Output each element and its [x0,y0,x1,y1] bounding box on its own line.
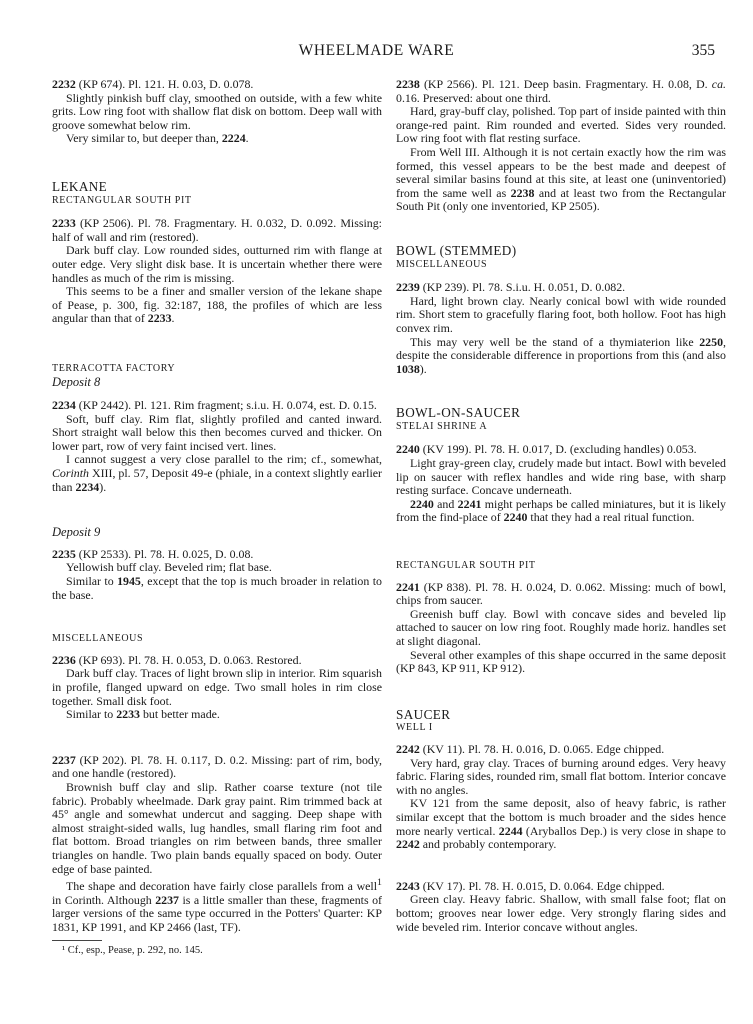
right-column [396,78,726,934]
entry-comment: Several other examples of this shape occurred in the same deposit (KP 843, KP 911, KP 912). [396,647,726,676]
section-title-saucer: SAUCER [396,706,451,722]
catalog-number: 2233 [52,216,76,231]
entry-description: Very hard, gray clay. Traces of burning around edges. Very heavy fabric. Flaring sides, rounded rim, small flat bottom. Interior concave with no angles. [396,755,726,797]
entry-description: Dark buff clay. Low rounded sides, outturned rim with flange at outer edge. Very slight disk base. It is uncertain whether there were handles as much of the rim is missing. [52,243,382,285]
catalog-entry-2236 [52,654,382,722]
entry-header: (KP 2442). Pl. 121. Rim fragment; s.i.u. H. 0.074, est. D. 0.15. [75,398,377,413]
cross-reference: 2234 [75,479,100,494]
entry-description: Yellowish buff clay. Beveled rim; flat base. [66,560,272,575]
entry-header: (KP 202). Pl. 78. H. 0.117, D. 0.2. Missing: part of rim, body, and one handle (restored). [52,752,382,781]
entry-description: Green clay. Heavy fabric. Shallow, with small false foot; flat on bottom; grooves near lower edge. Very strongly flaring sides and wide beveled rim. Interior concave without angles. [396,892,726,934]
entry-comment: KV 121 from the same deposit, also of heavy fabric, is rather similar except that the bottom is much broader and the sides hence more nearly vertical. 2244 (Aryballos Dep.) is very close in shape to 2242 and probably contemporary. [396,796,726,852]
entry-comment: Similar to 1945, except that the top is much broader in relation to the base. [52,574,382,602]
cross-reference: 2240 [503,510,528,525]
catalog-number: 2235 [52,546,76,561]
catalog-entry-2243 [396,880,726,934]
section-subtitle-rectangular-south-pit: RECTANGULAR SOUTH PIT [396,560,536,572]
entry-comment: Similar to 2233 but better made. [66,707,220,722]
catalog-entry-2235 [52,548,382,602]
entry-description: Dark buff clay. Traces of light brown slip in interior. Rim squarish in profile, flanged upward on edge. Two small holes in rim close together. Small disk foot. [52,666,382,708]
cross-reference: 2240 [410,496,434,511]
section-subtitle-terracotta-factory: TERRACOTTA FACTORY [52,362,176,374]
catalog-number: 2241 [396,579,420,594]
section-title-bowl-stemmed: BOWL (STEMMED) [396,242,517,258]
entry-comment: This seems to be a finer and smaller version of the lekane shape of Pease, p. 300, fig. 32:187, 188, the profiles of which are less angular than that of 2233. [52,284,382,326]
cross-reference: 2241 [457,496,482,511]
footnote-rule [52,940,102,941]
catalog-number: 2238 [396,77,420,91]
catalog-entry-2234 [52,399,382,494]
page-number: 355 [691,42,715,59]
entry-description: Soft, buff clay. Rim flat, slightly profiled and canted inward. Short straight wall below this then becomes curved and thicker. On lower part, row of very faint incised vert. lines. [52,411,382,453]
entry-header: (KP 674). Pl. 121. H. 0.03, D. 0.078. [75,77,254,91]
catalog-number: 2234 [52,398,76,413]
catalog-entry-2238: 2238 (KP 2566). Pl. 121. Deep basin. Fragmentary. H. 0.08, D. ca. 0.16. Preserved: about one third. Hard, gray-buff clay, polished. Top part of inside painted with thin orange-red paint. Rim rounded and everted. Sides very rounded. Low ring foot with flat resting surface. From Well III. Although it is not certain exactly how the rim was formed, this vessel appears to be the best made and deepest of several similar basins found at this site, at least one (uninventoried) from the same well as 2238 and at least two from the Rectangular South Pit (only one inventoried, KP 2505). [396,77,726,214]
cross-reference: 2233 [116,707,140,722]
section-subtitle: STELAI SHRINE A [396,420,488,432]
page-header [0,42,753,66]
cross-reference: 1038 [396,361,420,376]
footnote-marker: 1 [377,877,382,889]
entry-comment: I cannot suggest a very close parallel to the rim; cf., somewhat, Corinth XIII, pl. 57, Deposit 49-e (phiale, in a context slightly earlier than 2234). [52,452,382,494]
catalog-number: 2239 [396,280,420,295]
cross-reference: 2242 [396,837,420,852]
footnote: ¹ Cf., esp., Pease, p. 292, no. 145. [62,945,203,957]
entry-comment: This may very well be the stand of a thymiaterion like 2250, despite the considerable difference in proportions from this (and also 1038). [396,334,726,376]
cross-reference: 2250 [699,334,724,349]
catalog-entry-2240 [396,443,726,525]
cross-reference: 2233 [147,311,172,326]
entry-comment: The shape and decoration have fairly close parallels from a well$^1$ in Corinth. Although 2237 is a little smaller than these, fragments of larger versions of the same type occurred in the Potters' Quarter: KP 1831, KP 1991, and KP 2466 (last, TF). [52,877,382,934]
deposit-label: Deposit 9 [52,525,101,540]
section-subtitle: RECTANGULAR SOUTH PIT [52,194,192,206]
catalog-number: 2237 [52,752,76,767]
entry-header: (KP 2566). Pl. 121. Deep basin. Fragmentary. H. 0.08, D. [419,77,712,91]
entry-description: Hard, gray-buff clay, polished. Top part of inside painted with thin orange-red paint. Rim rounded and everted. Sides very rounded. Low ring foot with flat resting surface. [396,104,726,146]
catalog-number: 2240 [396,442,420,457]
catalog-entry-2232 [52,78,382,146]
section-subtitle-miscellaneous: MISCELLANEOUS [52,633,144,645]
entry-description: Slightly pinkish buff clay, smoothed on outside, with a few white grits. Low ring foot with shallow flat disk on bottom. Deep wall with groove somewhat below rim. [52,90,382,132]
cross-reference: 2224 [221,131,246,146]
section-subtitle: MISCELLANEOUS [396,258,488,270]
catalog-entry-2233 [52,217,382,326]
entry-description: Light gray-green clay, crudely made but intact. Bowl with beveled lip on saucer with reflex handles and wide ring base, with sharp resting surface. Concave underneath. [396,456,726,498]
entry-header: (KP 239). Pl. 78. S.i.u. H. 0.051, D. 0.082. [419,280,626,295]
entry-header: (KV 11). Pl. 78. H. 0.016, D. 0.065. Edge chipped. [419,741,665,756]
catalog-entry-2239 [396,281,726,376]
entry-header: (KV 199). Pl. 78. H. 0.017, D. (excluding handles) 0.053. [419,442,697,457]
section-title-bowl-on-saucer: BOWL-ON-SAUCER [396,405,521,421]
catalog-entry-2241 [396,581,726,676]
catalog-entry-2237 [52,754,382,935]
section-subtitle: WELL I [396,722,433,734]
entry-comment: From Well III. Although it is not certain exactly how the rim was formed, this vessel appears to be the best made and deepest of several similar basins found at this site, at least one (uninventoried) from the same well as 2238 and at least two from the Rectangular South Pit (only one inventoried, KP 2505). [396,144,726,214]
cross-reference: 2244 [498,823,523,838]
deposit-label: Deposit 8 [52,374,101,389]
entry-header: (KP 838). Pl. 78. H. 0.024, D. 0.062. Missing: much of bowl, chips from saucer. [396,579,726,608]
catalog-number: 2232 [52,77,76,91]
entry-header: (KP 2506). Pl. 78. Fragmentary. H. 0.032, D. 0.092. Missing: half of wall and rim (restored). [52,216,382,244]
cross-reference: 2237 [155,892,179,907]
entry-description: Brownish buff clay and slip. Rather coarse texture (not tile fabric). Probably wheelmade. Dark gray paint. Rim trimmed back at 45° angle and somewhat undercut and sagging. Deep shape with almost straight-sided walls, lug handles, small flaring rim foot and flat bottom. Broad triangles on rim between bands, three smaller triangles on handle. Two plain bands equally spaced on body. Outer edge of base painted. [52,779,382,876]
catalog-entry-2242 [396,743,726,852]
catalog-number: 2236 [52,652,76,667]
section-title-lekane: LEKANE [52,178,108,194]
entry-description: Greenish buff clay. Bowl with concave sides and beveled lip attached to saucer on low ring foot. Roughly made horiz. handles set at slight diagonal. [396,606,726,648]
entry-comment: 2240 and 2241 might perhaps be called miniatures, but it is likely from the find-place of 2240 that they had a real ritual function. [396,496,726,525]
entry-header: (KP 693). Pl. 78. H. 0.053, D. 0.063. Restored. [75,652,302,667]
catalog-number: 2243 [396,878,420,893]
cross-reference: 1945 [117,574,141,589]
entry-header: (KP 2533). Pl. 78. H. 0.025, D. 0.08. [75,546,254,561]
catalog-number: 2242 [396,741,420,756]
entry-header: (KV 17). Pl. 78. H. 0.015, D. 0.064. Edge chipped. [419,878,665,893]
entry-comment: Very similar to, but deeper than, 2224. [66,131,249,146]
entry-description: Hard, light brown clay. Nearly conical bowl with wide rounded rim. Short stem to gracefully flaring foot, both hollow. Foot has high convex rim. [396,293,726,335]
cross-reference: 2238 [510,185,535,200]
left-column [52,78,382,957]
running-head: WHEELMADE WARE [298,42,455,59]
